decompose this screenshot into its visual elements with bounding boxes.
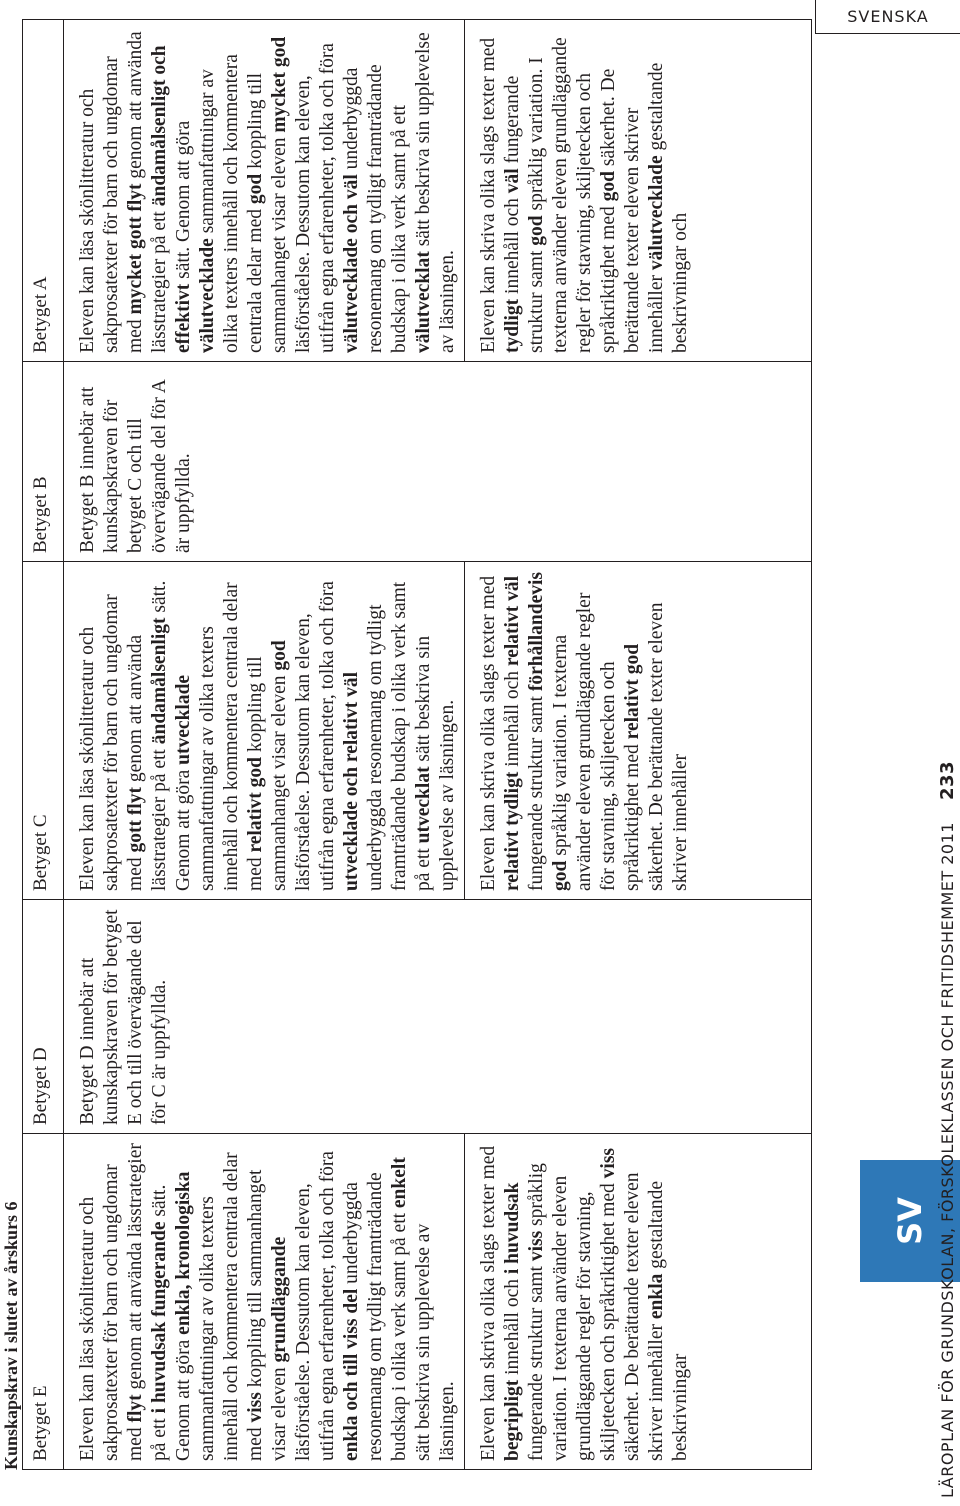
- header-grade-d: Betyget D: [23, 900, 64, 1134]
- cell-reading-grade-c: Eleven kan läsa skönlitteratur och sakprosatexter för barn och ungdomar med gott flyt genom att använda lässtrategier på ett ändamålsenligt sätt. Genom att göra utvecklade sammanfattningar av olika texters innehåll och kommentera centrala delar med relativt god koppling till sammanhanget visar eleven god läsförståelse. Dessutom kan eleven, utifrån egna erfarenheter, tolka och föra utvecklade och relativt väl underbyggda resonemang om tydligt framträdande budskap i olika verk samt på ett utvecklat sätt beskriva sin upplevelse av läsningen.: [64, 562, 465, 900]
- page-number: 233: [936, 760, 958, 801]
- grading-criteria-table: [22, 19, 812, 1470]
- cell-reading-grade-a: Eleven kan läsa skönlitteratur och sakprosatexter för barn och ungdomar med mycket gott flyt genom att använda lässtrategier på ett ändamålsenligt och effektivt sätt. Genom att göra välutvecklade sammanfattningar av olika texters innehåll och kommentera centrala delar med god koppling till sammanhanget visar eleven mycket god läsförståelse. Dessutom kan eleven, utifrån egna erfarenheter, tolka och föra välutvecklade och väl underbyggda resonemang om tydligt framträdande budskap i olika verk samt på ett välutvecklat sätt beskriva sin upplevelse av läsningen.: [64, 20, 465, 362]
- language-badge-label: SV: [891, 1197, 929, 1245]
- language-tab: SVENSKA: [815, 0, 960, 34]
- cell-reading-grade-d: Betyget D innebär att kunskapskraven för betyget E och till övervägande del för C är uppfyllda.: [64, 900, 465, 1134]
- document-title: Kunskapskrav i slutet av årskurs 6: [1, 1201, 21, 1470]
- table-row-reading: [64, 20, 465, 1470]
- header-grade-e: Betyget E: [23, 1134, 64, 1470]
- cell-writing-grade-b: [465, 362, 812, 562]
- table-row-writing: [465, 20, 812, 1470]
- cell-reading-grade-b: Betyget B innebär att kunskapskraven för betyget C och till övervägande del för A är uppfyllda.: [64, 362, 465, 562]
- header-grade-c: Betyget C: [23, 562, 64, 900]
- header-grade-b: Betyget B: [23, 362, 64, 562]
- rotated-page-content: [0, 20, 810, 1470]
- cell-reading-grade-e: Eleven kan läsa skönlitteratur och sakprosatexter för barn och ungdomar med flyt genom att använda lässtrategier på ett i huvudsak fungerande sätt. Genom att göra enkla, kronologiska sammanfattningar av olika texters innehåll och kommentera centrala delar med viss koppling till sammanhanget visar eleven grundläggande läsförståelse. Dessutom kan eleven, utifrån egna erfarenheter, tolka och föra enkla och till viss del underbyggda resonemang om tydligt framträdande budskap i olika verk samt på ett enkelt sätt beskriva sin upplevelse av läsningen.: [64, 1134, 465, 1470]
- page-footer: [935, 26, 959, 1506]
- cell-writing-grade-d: [465, 900, 812, 1134]
- cell-writing-grade-c: Eleven kan skriva olika slags texter med relativt tydligt innehåll och relativt väl fungerande struktur samt förhållandevis god språklig variation. I texterna använder eleven grundläggande regler för stavning, skiljetecken och språkriktighet med relativt god säkerhet. De berättande texter eleven skriver innehåller: [465, 562, 812, 900]
- table-header-row: [23, 20, 64, 1470]
- header-grade-a: Betyget A: [23, 20, 64, 362]
- footer-text: LÄROPLAN FÖR GRUNDSKOLAN, FÖRSKOLEKLASSEN OCH FRITIDSHEMMET 2011: [937, 822, 957, 1498]
- cell-writing-grade-a: Eleven kan skriva olika slags texter med tydligt innehåll och väl fungerande struktur samt god språklig variation. I texterna använder eleven grundläggande regler för stavning, skiljetecken och språkriktighet med god säkerhet. De berättande texter eleven skriver innehåller välutvecklade gestaltande beskrivningar och: [465, 20, 812, 362]
- cell-writing-grade-e: Eleven kan skriva olika slags texter med begripligt innehåll och i huvudsak fungerande struktur samt viss språklig variation. I texterna använder eleven grundläggande regler för stavning, skiljetecken och språkriktighet med viss säkerhet. De berättande texter eleven skriver innehåller enkla gestaltande beskrivningar: [465, 1134, 812, 1470]
